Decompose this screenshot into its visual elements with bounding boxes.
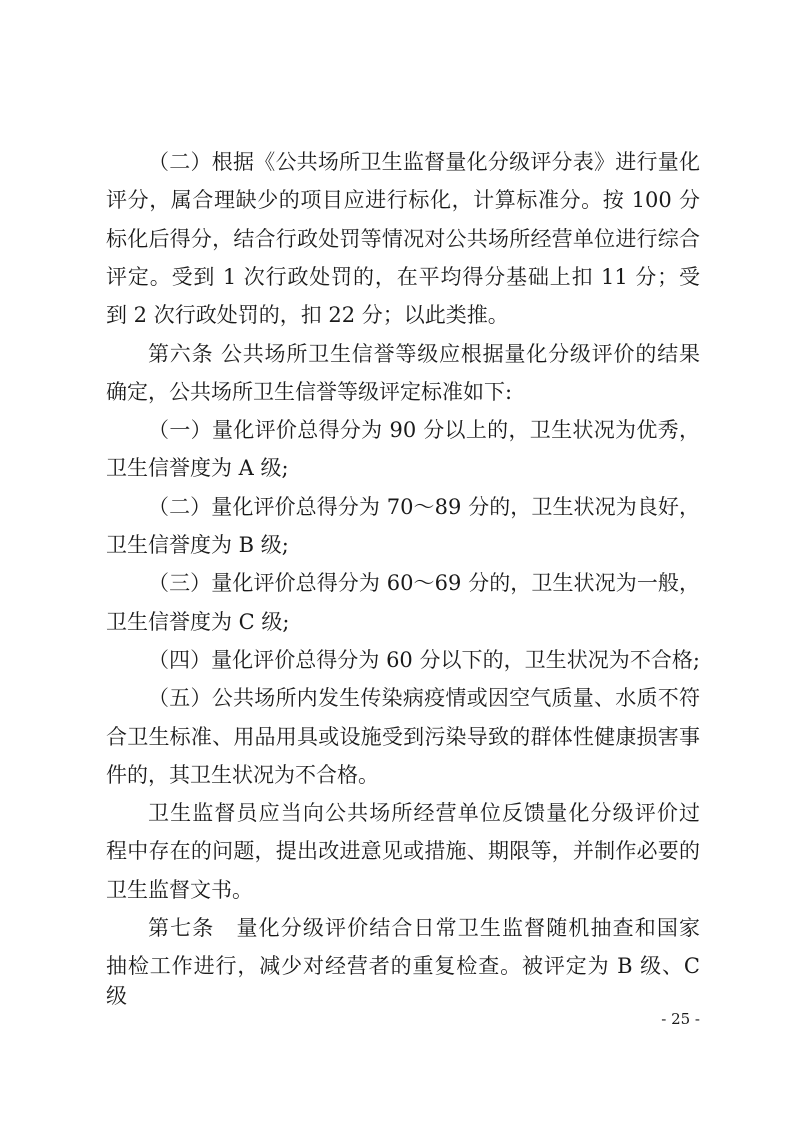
text-line: 卫生监督文书。 (106, 877, 253, 902)
text-line: 评分，属合理缺少的项目应进行标化，计算标准分。按 100 分 (106, 188, 700, 213)
text-line: （一）量化评价总得分为 90 分以上的，卫生状况为优秀， (148, 418, 700, 443)
text-line: 第七条 量化分级评价结合日常卫生监督随机抽查和国家 (148, 916, 700, 940)
text-line: 件的，其卫生状况为不合格。 (106, 762, 379, 787)
text-line: 标化后得分，结合行政处罚等情况对公共场所经营单位进行综合 (106, 226, 700, 251)
text-line: 卫生信誉度为 A 级; (106, 456, 289, 481)
text-line: 合卫生标准、用品用具或设施受到污染导致的群体性健康损害事 (106, 724, 700, 749)
text-line: 抽检工作进行，减少对经营者的重复检查。被评定为 B 级、C 级 (106, 954, 700, 1009)
page-number: - 25 - (661, 1010, 700, 1028)
text-line: 卫生信誉度为 B 级; (106, 533, 289, 557)
text-line: 卫生监督员应当向公共场所经营单位反馈量化分级评价过 (148, 801, 700, 826)
text-line: （二）量化评价总得分为 70～89 分的，卫生状况为良好， (148, 494, 700, 519)
text-line: 程中存在的问题，提出改进意见或措施、期限等，并制作必要的 (106, 839, 700, 864)
text-line: 到 2 次行政处罚的，扣 22 分；以此类推。 (106, 303, 509, 328)
text-line: 评定。受到 1 次行政处罚的，在平均得分基础上扣 11 分；受 (106, 264, 700, 289)
text-line: 确定，公共场所卫生信誉等级评定标准如下: (106, 379, 513, 404)
text-line: 卫生信誉度为 C 级; (106, 609, 290, 634)
text-line: 第六条 公共场所卫生信誉等级应根据量化分级评价的结果 (148, 341, 700, 366)
text-line: （四）量化评价总得分为 60 分以下的，卫生状况为不合格; (148, 647, 700, 672)
text-line: （五）公共场所内发生传染病疫情或因空气质量、水质不符 (148, 686, 700, 711)
text-line: （三）量化评价总得分为 60～69 分的，卫生状况为一般， (148, 571, 700, 596)
text-line: （二）根据《公共场所卫生监督量化分级评分表》进行量化 (148, 150, 700, 174)
